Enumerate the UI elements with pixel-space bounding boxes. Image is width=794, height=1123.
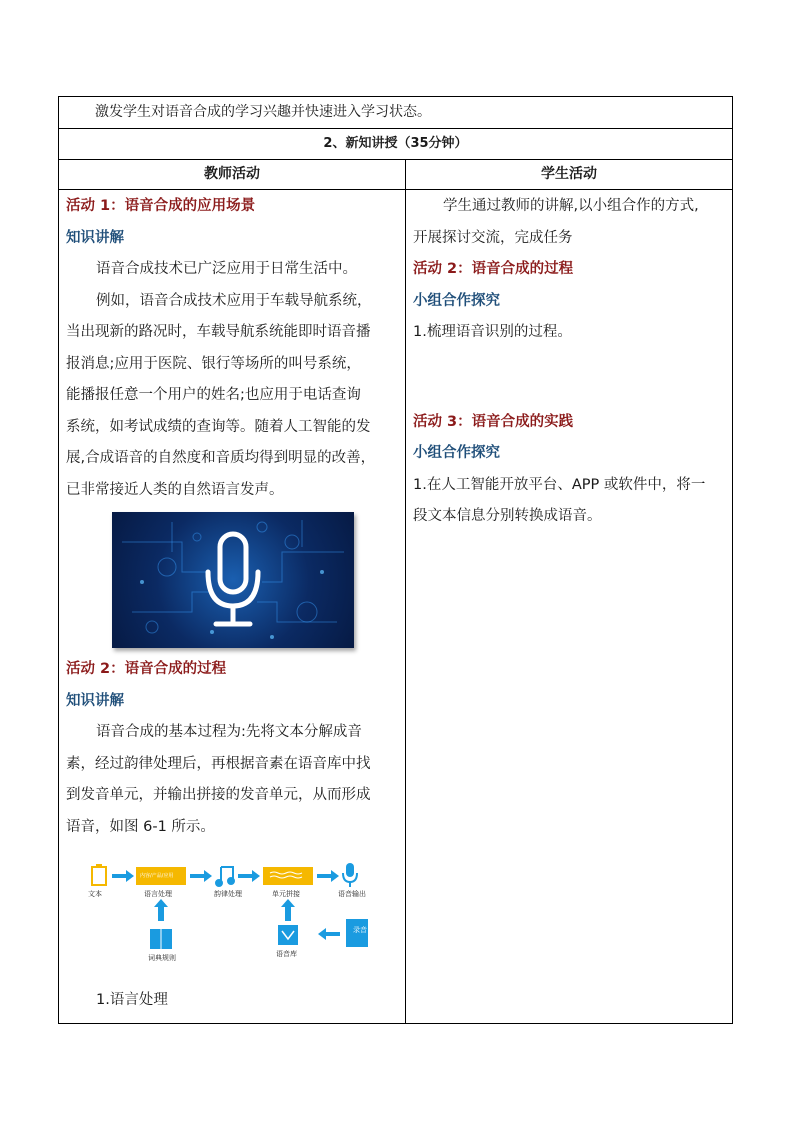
paragraph-1: 语音合成技术已广泛应用于日常生活中。 <box>96 261 357 277</box>
paragraph-2-line: 例如，语音合成技术应用于车载导航系统， <box>96 292 372 309</box>
paragraph-2-line: 已非常接近人类的自然语言发声。 <box>66 481 284 498</box>
header-row <box>59 160 732 190</box>
flow-label-library: 语音库 <box>276 950 297 958</box>
column-divider <box>405 160 406 1023</box>
microphone-illustration <box>112 512 354 648</box>
speech-library-icon <box>278 925 298 945</box>
student-header: 学生活动 <box>541 166 597 182</box>
paragraph-2-line: 能播报任意一个用户的姓名;也应用于电话查询 <box>66 387 361 403</box>
group-heading-1: 小组合作探究 <box>413 292 500 309</box>
task-2-line: 段文本信息分别转换成语音。 <box>413 508 602 524</box>
microphone-image <box>112 512 354 648</box>
flow-label-output: 语音输出 <box>338 890 366 898</box>
intro-row <box>59 97 732 129</box>
section-row <box>59 129 732 160</box>
paragraph-3-line: 素，经过韵律处理后，再根据音素在语音库中找 <box>66 755 371 772</box>
student-intro-line: 开展探讨交流，完成任务 <box>413 229 573 246</box>
paragraph-2-line: 展,合成语音的自然度和音质均得到明显的改善， <box>66 450 376 466</box>
speech-synthesis-flow-diagram <box>88 861 368 981</box>
book-icon <box>150 929 172 949</box>
teacher-column <box>66 191 400 1017</box>
flow-label-dict: 词典规则 <box>148 954 176 962</box>
flow-label-prosody: 韵律处理 <box>214 890 242 898</box>
activity1-title: 活动 1：语音合成的应用场景 <box>66 198 256 214</box>
microphone-icon <box>343 863 357 887</box>
flow-box-label: 内容/产品/应用 <box>140 873 174 879</box>
paragraph-2-line: 系统，如考试成绩的查询等。随着人工智能的发 <box>66 418 371 435</box>
group-heading-2: 小组合作探究 <box>413 445 500 461</box>
paragraph-3-line: 到发音单元，并输出拼接的发音单元，从而形成 <box>66 787 371 803</box>
task-2-line: 1.在人工智能开放平台、APP 或软件中，将一 <box>413 476 706 493</box>
music-note-icon <box>216 867 234 886</box>
student-activity3-title: 活动 3：语音合成的实践 <box>413 413 574 430</box>
intro-text: 激发学生对语音合成的学习兴趣并快速进入学习状态。 <box>95 104 431 120</box>
task-1: 1.梳理语音识别的过程。 <box>413 324 572 340</box>
paragraph-2-line: 当出现新的路况时，车载导航系统能即时语音播 <box>66 324 371 340</box>
subsection-language-processing: 1.语言处理 <box>96 992 168 1008</box>
flow-label-text: 文本 <box>88 890 102 898</box>
spacer <box>413 349 729 407</box>
student-activity2-title: 活动 2：语音合成的过程 <box>413 261 574 277</box>
paragraph-2-line: 报消息;应用于医院、银行等场所的叫号系统， <box>66 355 361 372</box>
activity2-title: 活动 2：语音合成的过程 <box>66 661 227 677</box>
knowledge-heading-1: 知识讲解 <box>66 229 124 246</box>
lesson-table <box>58 96 733 1024</box>
knowledge-heading-2: 知识讲解 <box>66 692 124 709</box>
student-column <box>413 191 729 533</box>
teacher-header: 教师活动 <box>204 166 260 182</box>
student-intro-line: 学生通过教师的讲解,以小组合作的方式, <box>443 198 699 214</box>
section-title: 2、新知讲授（35分钟） <box>323 136 468 151</box>
flow-label-unit: 单元拼接 <box>272 890 300 898</box>
paragraph-3-line: 语音合成的基本过程为:先将文本分解成音 <box>96 724 362 740</box>
flow-label-language: 语言处理 <box>144 890 172 898</box>
flow-label-record: 录音 <box>353 926 367 934</box>
paragraph-3-line: 语音，如图 6-1 所示。 <box>66 818 215 835</box>
clipboard-icon <box>92 864 106 885</box>
flow-diagram-graphics <box>88 861 368 981</box>
